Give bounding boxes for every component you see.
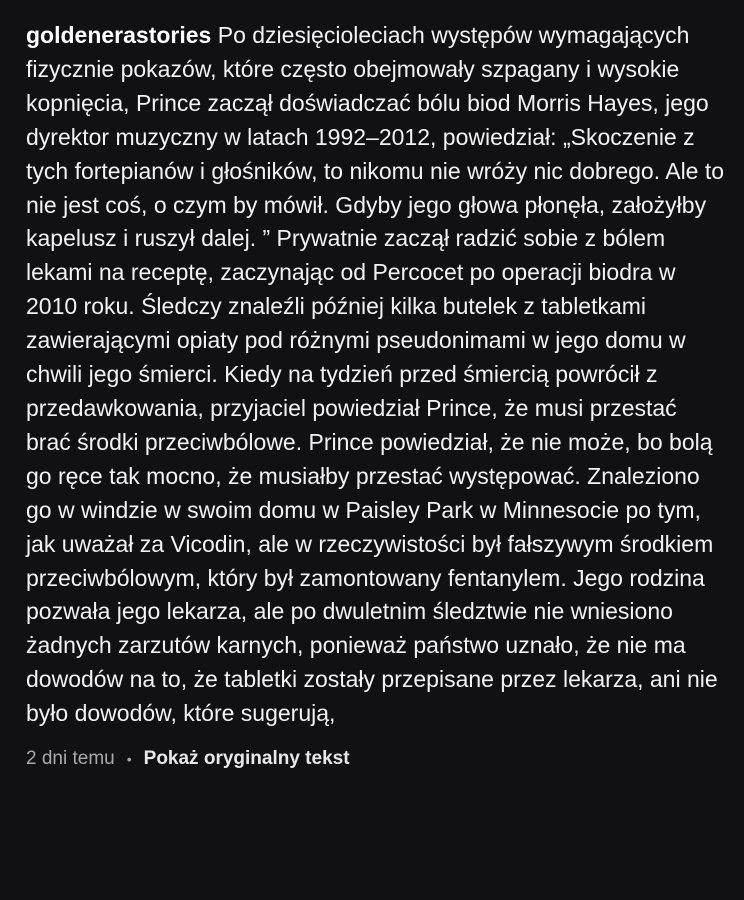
meta-separator: • (126, 751, 132, 768)
comment-meta (26, 747, 726, 771)
comment-body (26, 19, 726, 731)
comment (26, 19, 726, 771)
comment-text: Po dziesięcioleciach występów wymagających fizycznie pokazów, które często obejmowały szpagany i wysokie kopnięcia, Prince zaczął doświadczać bólu biod Morris Hayes, jego dyrektor muzyczny w latach 1992–2012, powiedział: „Skoczenie z tych fortepianów i głośników, to nikomu nie wróży nic dobrego. Ale to nie jest coś, o czym by mówił. Gdyby jego głowa płonęła, założyłby kapelusz i ruszył dalej. ” Prywatnie zaczął radzić sobie z bólem lekami na receptę, zaczynając od Percocet po operacji biodra w 2010 roku. Śledczy znaleźli później kilka butelek z tabletkami zawierającymi opiaty pod różnymi pseudonimami w jego domu w chwili jego śmierci. Kiedy na tydzień przed śmiercią powrócił z przedawkowania, przyjaciel powiedział Prince, że musi przestać brać środki przeciwbólowe. Prince powiedział, że nie może, bo bolą go ręce tak mocno, że musiałby przestać występować. Znaleziono go w windzie w swoim domu w Paisley Park w Minnesocie po tym, jak uważał za Vicodin, ale w rzeczywistości był fałszywym środkiem przeciwbólowym, który był zamontowany fentanylem. Jego rodzina pozwała jego lekarza, ale po dwuletnim śledztwie nie wniesiono żadnych zarzutów karnych, ponieważ państwo uznało, że nie ma dowodów na to, że tabletki zostały przepisane przez lekarza, ani nie było dowodów, które sugerują, (26, 22, 725, 727)
show-original-text-button[interactable]: Pokaż oryginalny tekst (143, 748, 350, 770)
comment-username[interactable]: goldenerastories (26, 22, 212, 48)
comment-timestamp: 2 dni temu (26, 748, 115, 770)
